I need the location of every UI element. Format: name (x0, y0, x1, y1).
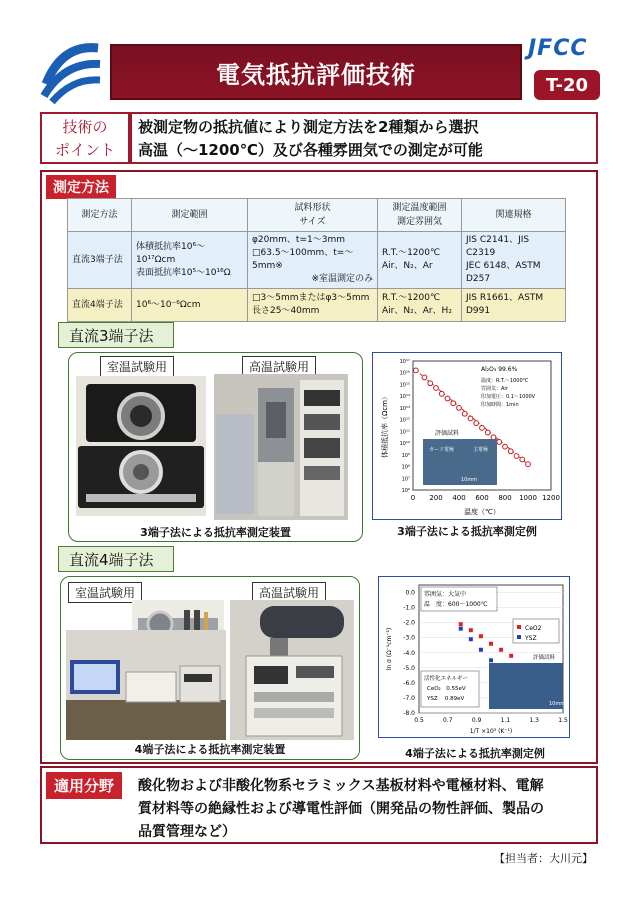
annotation-activation-title: 活性化エネルギー (424, 676, 469, 682)
x-axis-label: 1/T ×10³ (K⁻¹) (469, 728, 513, 735)
th-standard: 関連規格 (462, 199, 566, 232)
point-text-line2: 高温（～1200℃）及び各種雰囲気での測定が可能 (138, 141, 483, 159)
point-label (40, 112, 130, 164)
y-tick-label: 0.0 (405, 589, 415, 597)
section-method-label: 測定方法 (46, 175, 116, 199)
y-tick-label: -4.0 (403, 649, 415, 657)
y-axis-label: 体積抵抗率（Ωcm） (381, 392, 389, 459)
range-line2: 表面抵抗率10⁵～10¹⁶Ω (136, 267, 231, 278)
std-line2: JEC 6148、ASTM D257 (466, 261, 541, 284)
data-point (489, 642, 493, 646)
data-point (434, 386, 439, 391)
shape-line1: φ20mm、t=1～3mm (252, 235, 345, 245)
table-row (68, 232, 566, 289)
cell-shape (248, 232, 378, 289)
annotation-atmosphere: 雰囲気：大気中 (424, 591, 467, 598)
legend-label: CeO2 (525, 625, 542, 632)
method-table (67, 198, 566, 322)
cell-method: 直流3端子法 (68, 232, 132, 289)
dc3-room-apparatus-photo (76, 376, 206, 516)
annotation-ysz-ea: YSZ 0.89eV (427, 696, 465, 702)
cell-shape (248, 289, 378, 322)
annotation-condition: 温度：R.T.～1000℃ (481, 378, 529, 384)
data-point (474, 421, 479, 426)
cell-method: 直流4端子法 (68, 289, 132, 322)
x-tick-label: 0.9 (471, 717, 482, 724)
range-line1: 体積抵抗率10⁶～10¹⁷Ωcm (136, 241, 206, 265)
cell-temp (378, 232, 462, 289)
data-point (489, 658, 493, 662)
th-temp-line1: 測定温度範囲 (392, 203, 447, 213)
x-tick-label: 400 (452, 494, 466, 502)
dc4-tag-room: 室温試験用 (68, 582, 142, 603)
dc4-photo-caption: 4端子法による抵抗率測定装置 (134, 743, 286, 756)
dc4-room-apparatus-photo (66, 630, 226, 740)
th-method: 測定方法 (68, 199, 132, 232)
point-text (130, 112, 598, 164)
std-line1: JIS C2141、JIS C2319 (466, 235, 530, 258)
page-title: 電気抵抗評価技術 (110, 44, 522, 100)
dc3-resistivity-chart (373, 353, 561, 519)
y-tick-label: -6.0 (403, 679, 415, 687)
y-tick-label: -8.0 (403, 710, 415, 717)
legend-marker (517, 635, 521, 639)
annotation-condition: 雰囲気：Air (481, 386, 508, 392)
data-point (520, 457, 525, 462)
data-point (497, 440, 502, 445)
table-row (68, 289, 566, 322)
th-shape-line2: サイズ (299, 217, 326, 227)
data-point (503, 444, 508, 449)
temp-line2: Air、N₂、Ar (382, 261, 433, 271)
x-tick-label: 1.1 (500, 717, 511, 724)
application-label: 適用分野 (46, 772, 122, 799)
annotation-condition: 印加電圧：0.1～1000V (481, 394, 536, 400)
x-tick-label: 600 (475, 494, 489, 502)
cell-range: 10⁶～10⁻⁶Ωcm (132, 289, 248, 322)
application-text (138, 775, 590, 844)
y-tick-label: 10¹⁰ (399, 441, 410, 448)
data-point (459, 622, 463, 626)
data-point (479, 634, 483, 638)
cell-standard (462, 232, 566, 289)
cell-range (132, 232, 248, 289)
y-tick-label: -3.0 (403, 634, 415, 642)
annotation-guard-electrode: ガード電極 (429, 447, 455, 453)
x-tick-label: 1.5 (558, 717, 568, 724)
dc3-tag-room: 室温試験用 (100, 356, 174, 377)
annotation-scale: 10mm (549, 701, 566, 707)
data-point (480, 425, 485, 430)
x-tick-label: 200 (429, 494, 443, 502)
data-point (479, 648, 483, 652)
annotation-sample-label: 評価試料 (435, 430, 460, 437)
shape-line2: 長さ25～40mm (252, 306, 320, 316)
y-axis-label: ln σ (Ω⁻¹cm⁻¹) (386, 627, 393, 671)
contact-person: 【担当者：大川元】 (494, 852, 593, 865)
shape-line3: ※室温測定のみ (311, 274, 373, 284)
cell-standard: JIS R1661、ASTM D991 (462, 289, 566, 322)
annotation-material: Al₂O₃ 99.6% (481, 366, 518, 373)
cell-temp (378, 289, 462, 322)
y-tick-label: -5.0 (403, 664, 415, 672)
point-label-line2: ポイント (54, 141, 115, 159)
dc3-photo-caption: 3端子法による抵抗率測定装置 (140, 526, 291, 539)
x-tick-label: 0.7 (443, 717, 453, 724)
data-point (459, 627, 463, 631)
y-tick-label: 10⁹ (401, 452, 410, 459)
y-tick-label: 10¹² (399, 417, 410, 424)
x-tick-label: 1.3 (529, 717, 539, 724)
data-point (439, 391, 444, 396)
data-point (445, 396, 450, 401)
x-tick-label: 0 (410, 494, 416, 502)
dc4-conductivity-chart (379, 577, 569, 737)
y-tick-label: -2.0 (403, 619, 415, 627)
y-tick-label: 10⁶ (401, 488, 410, 494)
data-point (413, 368, 418, 373)
application-line1: 酸化物および非酸化物系セラミックス基板材料や電極材料、電解 (138, 778, 544, 794)
y-tick-label: 10¹⁷ (399, 359, 410, 365)
temp-line1: R.T.～1200℃ (382, 248, 441, 258)
y-tick-label: -7.0 (403, 694, 415, 702)
legend-marker (517, 625, 521, 629)
data-point (491, 435, 496, 440)
dc4-tag-high: 高温試験用 (252, 582, 326, 603)
shape-line2: □63.5～100mm、t=～5mm※ (252, 248, 354, 271)
y-tick-label: 10⁷ (401, 476, 410, 483)
x-axis-label: 温度（℃） (464, 508, 500, 516)
data-point (485, 430, 490, 435)
dc3-chart-caption: 3端子法による抵抗率測定例 (397, 525, 537, 538)
data-point (422, 375, 427, 380)
data-point (451, 401, 456, 406)
dc3-tag-high: 高温試験用 (242, 356, 316, 377)
y-tick-label: 10⁸ (401, 464, 410, 471)
data-point (469, 637, 473, 641)
data-point (428, 381, 433, 386)
legend-label: YSZ (525, 635, 537, 642)
temp-line2: Air、N₂、Ar、H₂ (382, 306, 452, 316)
y-tick-label: 10¹⁵ (399, 382, 410, 389)
point-text-line1: 被測定物の抵抗値により測定方法を2種類から選択 (138, 118, 479, 136)
data-point (462, 411, 467, 416)
th-range: 測定範囲 (132, 199, 248, 232)
data-point (514, 454, 519, 459)
org-name: JFCC (528, 36, 588, 61)
y-tick-label: 10¹⁶ (399, 370, 410, 377)
x-tick-label: 800 (498, 494, 512, 502)
sample-electrode-photo (423, 439, 497, 485)
x-tick-label: 1000 (519, 494, 537, 502)
th-shape-line1: 試料形状 (294, 203, 331, 213)
data-point (526, 462, 531, 467)
data-point (457, 406, 462, 411)
th-shape (248, 199, 378, 232)
x-tick-label: 0.5 (414, 717, 424, 724)
y-tick-label: 10¹⁴ (399, 394, 410, 401)
annotation-temperature: 温 度：600～1000℃ (424, 601, 488, 608)
shape-line1: □3～5mmまたはφ3～5mm (252, 293, 370, 303)
temp-line1: R.T.～1200℃ (382, 293, 441, 303)
data-point (509, 654, 513, 658)
y-tick-label: -1.0 (403, 604, 415, 612)
annotation-scale: 10mm (461, 477, 478, 483)
x-tick-label: 1200 (542, 494, 560, 502)
doc-id-badge: T-20 (534, 70, 600, 100)
dc4-high-apparatus-photo (230, 600, 354, 740)
dc4-heading: 直流4端子法 (58, 546, 174, 572)
y-tick-label: 10¹³ (399, 405, 410, 412)
data-point (468, 416, 473, 421)
point-label-line1: 技術の (62, 118, 108, 136)
data-point (508, 449, 513, 454)
application-line2: 質材料等の絶縁性および導電性評価（開発品の物性評価、製品の (138, 801, 544, 817)
y-tick-label: 10¹¹ (399, 429, 410, 436)
jfcc-logo-icon (38, 40, 102, 104)
annotation-sample-label: 評価試料 (533, 655, 556, 661)
dc4-chart-caption: 4端子法による抵抗率測定例 (405, 747, 545, 760)
annotation-main-electrode: 主電極 (473, 447, 489, 453)
annotation-ceo2-ea: CeO₂ 0.55eV (427, 686, 466, 692)
th-temp (378, 199, 462, 232)
dc3-heading: 直流3端子法 (58, 322, 174, 348)
dc3-high-apparatus-photo (214, 374, 348, 520)
application-line3: 品質管理など） (138, 824, 236, 840)
annotation-condition: 印加時間：1min (481, 402, 519, 408)
th-temp-line2: 測定雰囲気 (396, 217, 442, 227)
data-point (499, 648, 503, 652)
data-point (469, 628, 473, 632)
